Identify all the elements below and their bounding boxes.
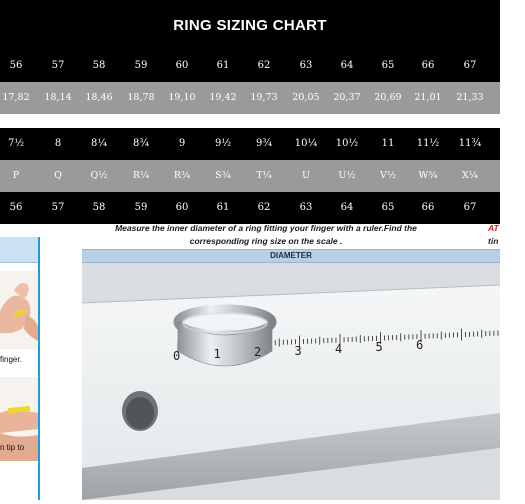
chart-cell: 19,42 xyxy=(209,92,237,103)
chart-cell: 66 xyxy=(421,202,435,213)
instructions-line-2: corresponding ring size on the scale . xyxy=(189,236,343,246)
chart-cell: Q xyxy=(54,170,62,181)
chart-cell: 11½ xyxy=(416,138,440,149)
chart-cell: 20,69 xyxy=(374,92,402,103)
chart-cell: P xyxy=(12,170,20,181)
chart-cell: 2 xyxy=(501,92,509,103)
chart-cell: 6 xyxy=(501,202,509,213)
chart-cell: 17,82 xyxy=(2,92,30,103)
ruler-number: 0 xyxy=(173,348,181,363)
chart-cell: U xyxy=(301,170,310,181)
ruler-number: 1 xyxy=(213,347,221,362)
chart-cell: R¾ xyxy=(173,170,191,181)
chart-cell: 6 xyxy=(501,60,509,71)
attention-label: AT xyxy=(488,223,499,233)
chart-cell: 21,01 xyxy=(414,92,442,103)
chart-cell: 8¼ xyxy=(90,138,108,149)
chart-cell: 67 xyxy=(463,202,477,213)
chart-cell: 63 xyxy=(299,202,313,213)
chart-cell: 61 xyxy=(216,60,230,71)
ring-sizing-chart xyxy=(0,0,509,213)
chart-cell: 64 xyxy=(340,60,354,71)
chart-cell: 18,14 xyxy=(44,92,72,103)
ruler-illustration xyxy=(82,263,500,500)
chart-cell: 20,05 xyxy=(292,92,320,103)
chart-cell: 10¼ xyxy=(294,138,318,149)
chart-cell: 65 xyxy=(381,202,395,213)
chart-cell: 63 xyxy=(299,60,313,71)
chart-divider xyxy=(0,114,500,128)
hand-caption-1: finger. xyxy=(0,355,22,364)
chart-cell: U½ xyxy=(338,170,356,181)
chart-cell: 62 xyxy=(257,202,271,213)
chart-cell: 10½ xyxy=(335,138,359,149)
chart-cell: T¼ xyxy=(256,170,272,181)
chart-cell: 62 xyxy=(257,60,271,71)
chart-cell: 21,33 xyxy=(456,92,484,103)
measure-instructions xyxy=(86,222,446,248)
instructions-line-1: Measure the inner diameter of a ring fitting your finger with a ruler.Find the xyxy=(115,223,417,233)
chart-row xyxy=(0,50,509,82)
chart-cell: 9¾ xyxy=(255,138,273,149)
chart-cell: 7½ xyxy=(7,138,25,149)
chart-cell: 56 xyxy=(9,60,23,71)
hand-photo-1 xyxy=(0,271,38,349)
attention-line-2: tin xyxy=(488,236,499,246)
chart-cell: 60 xyxy=(175,202,189,213)
chart-row xyxy=(0,192,509,224)
chart-cell: 57 xyxy=(51,202,65,213)
ruler-photo xyxy=(82,263,500,500)
diameter-label: DIAMETER xyxy=(82,249,500,263)
chart-cell: 58 xyxy=(92,60,106,71)
chart-cell: 9½ xyxy=(214,138,232,149)
hand-instructions-panel xyxy=(0,237,40,500)
chart-cell: 56 xyxy=(9,202,23,213)
chart-cell: 11¾ xyxy=(458,138,482,149)
ruler-number: 3 xyxy=(294,343,302,358)
chart-cell: 20,37 xyxy=(333,92,361,103)
chart-cell: V½ xyxy=(379,170,397,181)
chart-cell: 60 xyxy=(175,60,189,71)
chart-cell: 57 xyxy=(51,60,65,71)
ruler-number: 5 xyxy=(375,340,383,355)
hand-panel-header xyxy=(0,237,38,263)
chart-title: RING SIZING CHART xyxy=(0,0,500,50)
chart-cell: 8¾ xyxy=(132,138,150,149)
chart-cell: X¼ xyxy=(462,170,478,181)
chart-cell: 19,73 xyxy=(250,92,278,103)
chart-row xyxy=(0,128,500,160)
chart-cell xyxy=(485,128,525,160)
chart-cell: 18,78 xyxy=(127,92,155,103)
ruler-number: 2 xyxy=(254,345,262,360)
chart-cell: S¾ xyxy=(215,170,231,181)
chart-cell: 18,46 xyxy=(85,92,113,103)
chart-cell: 9 xyxy=(178,138,186,149)
chart-cell: 65 xyxy=(381,60,395,71)
chart-cell: 11 xyxy=(381,138,395,149)
chart-cell: 61 xyxy=(216,202,230,213)
chart-cell: W¾ xyxy=(418,170,438,181)
chart-cell: 8 xyxy=(54,138,62,149)
chart-cell: 64 xyxy=(340,202,354,213)
chart-cell: 67 xyxy=(463,60,477,71)
chart-cell: R¼ xyxy=(132,170,150,181)
ruler-number: 6 xyxy=(416,338,424,353)
chart-row xyxy=(0,82,509,114)
chart-cell: Q½ xyxy=(90,170,108,181)
chart-cell: 66 xyxy=(421,60,435,71)
chart-cell xyxy=(485,160,525,192)
chart-row xyxy=(0,160,500,192)
chart-cell: 59 xyxy=(134,60,148,71)
chart-cell: 58 xyxy=(92,202,106,213)
ruler-number: 4 xyxy=(335,341,343,356)
chart-cell: 19,10 xyxy=(168,92,196,103)
chart-cell: 59 xyxy=(134,202,148,213)
hand-caption-2: n tip to xyxy=(0,443,25,452)
